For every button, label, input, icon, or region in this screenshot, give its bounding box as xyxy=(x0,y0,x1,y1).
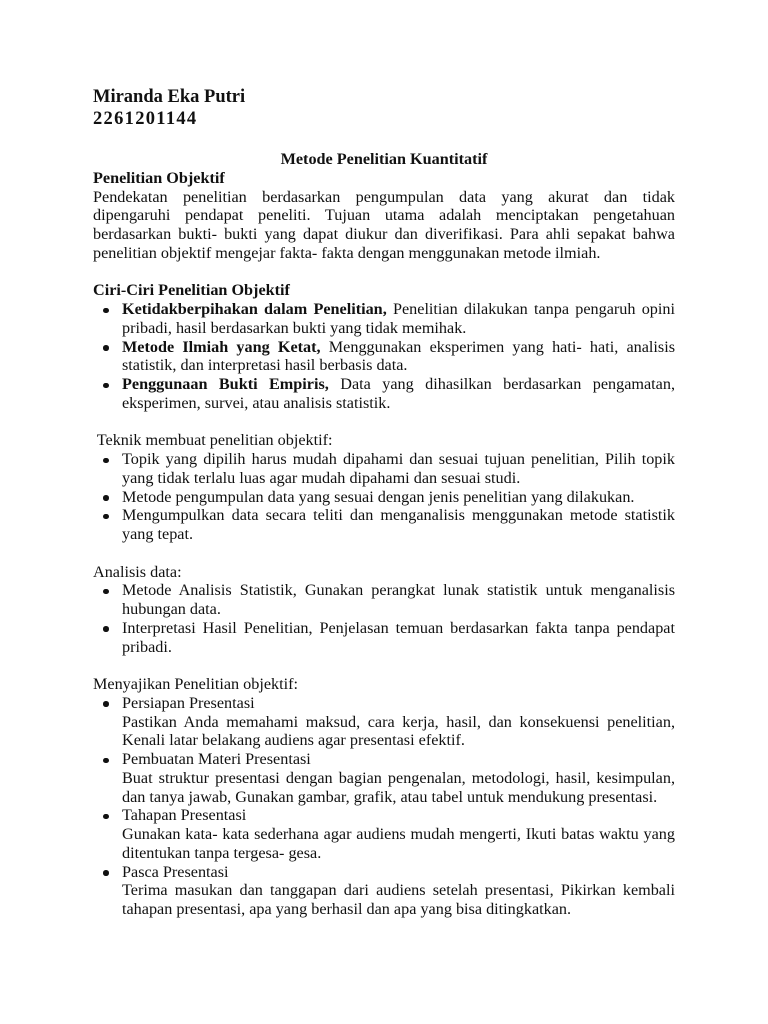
author-name: Miranda Eka Putri xyxy=(93,87,246,107)
list-item xyxy=(93,863,675,919)
menyajikan-list xyxy=(93,694,675,919)
section-teknik xyxy=(93,431,675,544)
item-term: Ketidakberpihakan dalam Penelitian, xyxy=(122,300,387,318)
item-line: yang tepat. xyxy=(122,525,194,543)
item-line: Kenali latar belakang audiens agar presentasi efektif. xyxy=(122,731,465,750)
item-line: Gunakan kata- kata sederhana agar audiens mudah mengerti, Ikuti batas waktu yang xyxy=(122,825,675,843)
bullet-icon xyxy=(103,458,109,464)
item-line: Terima masukan dan tanggapan dari audiens setelah presentasi, Pikirkan kembali xyxy=(122,881,675,900)
list-item xyxy=(93,506,675,544)
list-item xyxy=(93,338,675,376)
bullet-icon xyxy=(103,308,109,314)
list-item xyxy=(93,300,675,338)
section-heading: Penelitian Objektif xyxy=(93,168,225,187)
item-title: Pembuatan Materi Presentasi xyxy=(122,750,311,768)
list-item xyxy=(93,450,675,488)
bullet-icon xyxy=(103,626,109,632)
paragraph-line: dipengaruhi pendapat peneliti. Tujuan utama adalah menciptakan pengetahuan xyxy=(93,206,675,225)
item-line: eksperimen, survei, atau analisis statistik. xyxy=(122,393,391,412)
student-id: 2261201144 xyxy=(93,109,198,129)
analisis-list xyxy=(93,581,675,656)
section-analisis xyxy=(93,563,675,657)
ciri-list xyxy=(93,300,675,413)
section-heading: Ciri-Ciri Penelitian Objektif xyxy=(93,281,290,300)
list-item xyxy=(93,488,675,507)
item-line: statistik, dan interpretasi hasil berbasis data. xyxy=(122,356,408,375)
list-item xyxy=(93,581,675,619)
paragraph-line: penelitian objektif mengejar fakta- fakta dengan menggunakan metode ilmiah. xyxy=(93,243,601,262)
item-line: Buat struktur presentasi dengan bagian pengenalan, metodologi, hasil, kesimpulan, xyxy=(122,768,675,787)
bullet-icon xyxy=(103,383,109,389)
author-header xyxy=(93,86,245,130)
teknik-list xyxy=(93,450,675,544)
bullet-icon xyxy=(103,589,109,595)
item-line: pribadi, hasil berdasarkan bukti yang tidak memihak. xyxy=(122,318,467,337)
item-line: dan tanya jawab, Gunakan gambar, grafik, atau tabel untuk mendukung presentasi. xyxy=(122,787,658,806)
item-line xyxy=(122,375,675,394)
bullet-icon xyxy=(103,870,109,876)
item-line: Mengumpulkan data secara teliti dan menganalisis menggunakan metode statistik xyxy=(122,506,675,525)
item-text: Penelitian dilakukan tanpa pengaruh opini xyxy=(386,300,675,318)
bullet-icon xyxy=(103,701,109,707)
item-text: Data yang dihasilkan berdasarkan pengamatan, xyxy=(328,375,675,393)
list-item xyxy=(93,619,675,657)
item-line: Metode pengumpulan data yang sesuai dengan jenis penelitian yang dilakukan. xyxy=(122,487,635,506)
section-heading: Teknik membuat penelitian objektif: xyxy=(93,431,333,450)
item-line: Metode Analisis Statistik, Gunakan perangkat lunak statistik untuk menganalisis xyxy=(122,581,675,600)
list-item xyxy=(93,750,675,806)
bullet-icon xyxy=(103,495,109,501)
section-penelitian-objektif xyxy=(93,169,675,263)
item-line: hubungan data. xyxy=(122,600,221,618)
item-line xyxy=(122,338,675,357)
item-line: Topik yang dipilih harus mudah dipahami dan sesuai tujuan penelitian, Pilih topik xyxy=(122,450,675,468)
paragraph-line: Pendekatan penelitian berdasarkan pengumpulan data yang akurat dan tidak xyxy=(93,187,675,206)
item-line: tahapan presentasi, apa yang berhasil dan apa yang bisa ditingkatkan. xyxy=(122,900,572,918)
item-line: ditentukan tanpa tergesa- gesa. xyxy=(122,843,322,862)
list-item xyxy=(93,806,675,862)
item-line: Interpretasi Hasil Penelitian, Penjelasan temuan berdasarkan fakta tanpa pendapat xyxy=(122,618,675,637)
document-body xyxy=(93,150,675,919)
list-item xyxy=(93,375,675,413)
section-ciri-ciri xyxy=(93,281,675,412)
section-menyajikan xyxy=(93,675,675,919)
bullet-icon xyxy=(103,345,109,351)
item-term: Penggunaan Bukti Empiris, xyxy=(122,375,329,393)
list-item xyxy=(93,694,675,750)
item-line: pribadi. xyxy=(122,637,172,656)
item-title: Persiapan Presentasi xyxy=(122,693,255,712)
item-line: Pastikan Anda memahami maksud, cara kerja, hasil, dan konsekuensi penelitian, xyxy=(122,712,675,731)
item-title: Pasca Presentasi xyxy=(122,862,229,881)
item-line xyxy=(122,300,675,319)
item-title: Tahapan Presentasi xyxy=(122,806,247,825)
bullet-icon xyxy=(103,814,109,820)
bullet-icon xyxy=(103,514,109,520)
paragraph-line: berdasarkan bukti- bukti yang dapat diukur dan diverifikasi. Para ahli sepakat bahwa xyxy=(93,225,675,243)
section-heading: Analisis data: xyxy=(93,562,182,581)
bullet-icon xyxy=(103,758,109,764)
document-title: Metode Penelitian Kuantitatif xyxy=(280,150,488,168)
item-line: yang tidak terlalu luas agar mudah dipahami dan sesuai studi. xyxy=(122,468,521,487)
item-term: Metode Ilmiah yang Ketat, xyxy=(122,337,321,356)
section-heading: Menyajikan Penelitian objektif: xyxy=(93,675,298,693)
item-text: Menggunakan eksperimen yang hati- hati, analisis xyxy=(320,337,675,356)
intro-paragraph xyxy=(93,188,675,263)
